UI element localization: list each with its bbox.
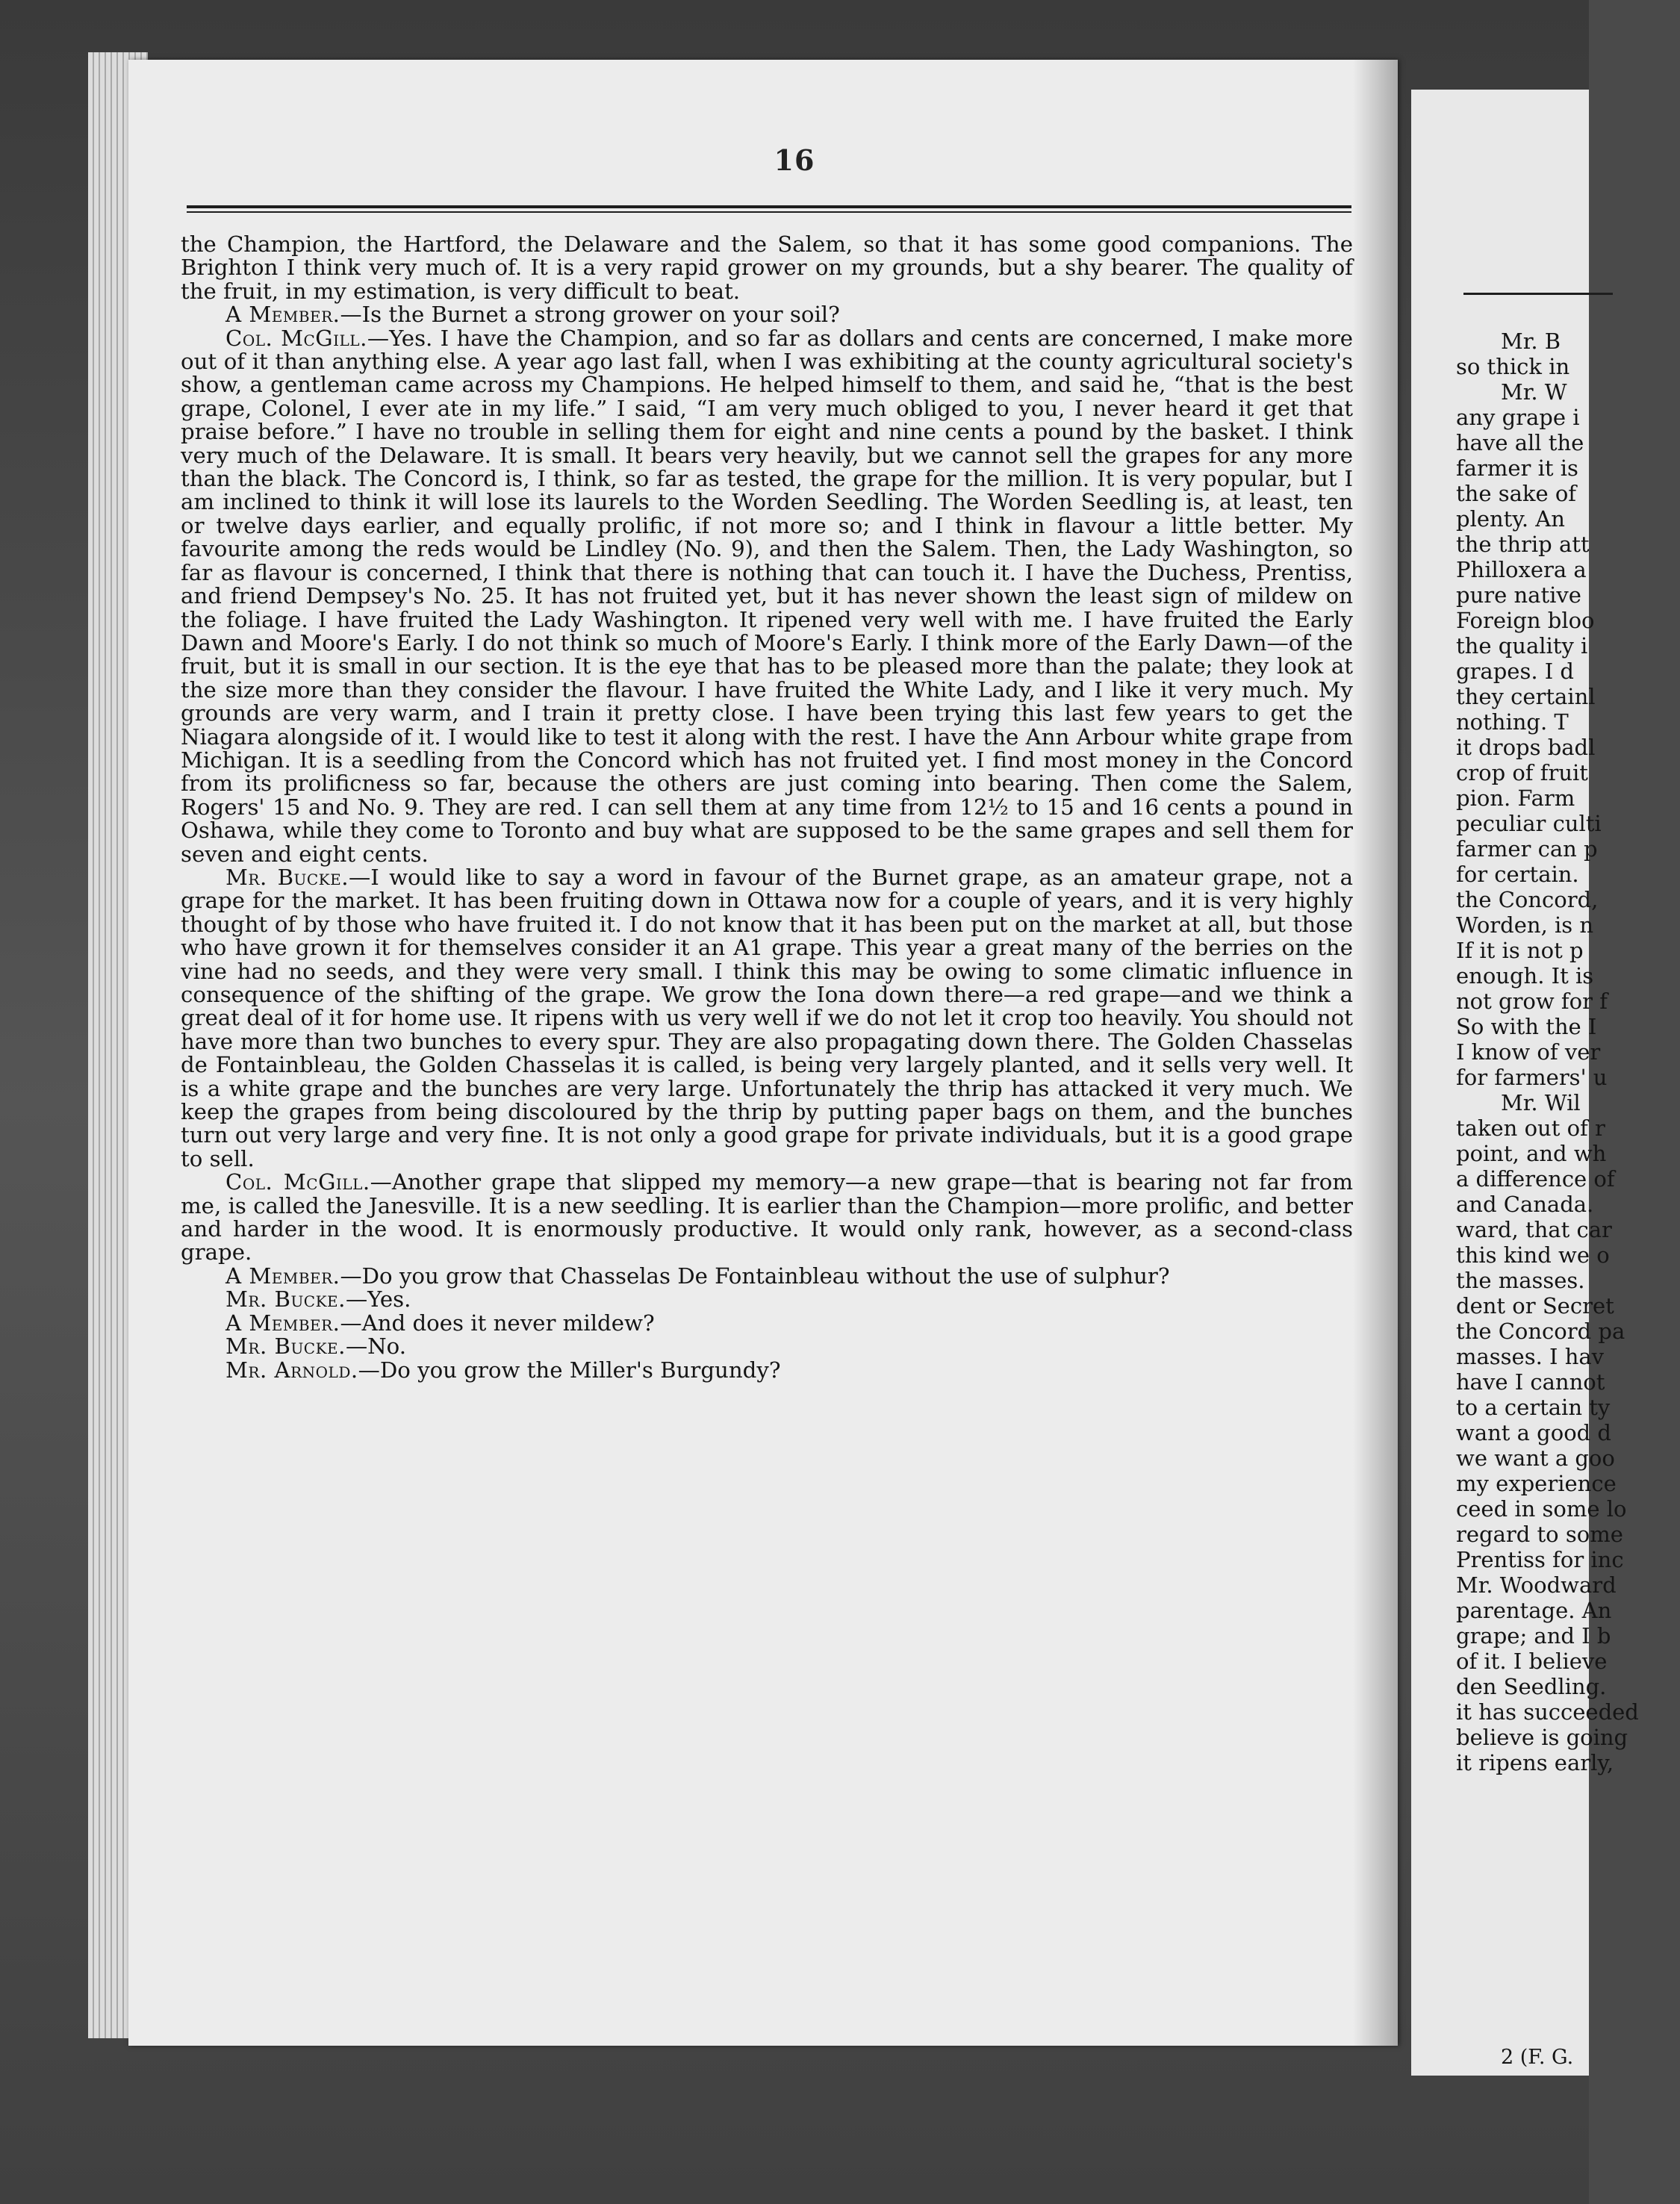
adjacent-page-line: for farmers' u: [1456, 1065, 1608, 1090]
speaker-name: Mr. Arnold.: [225, 1357, 358, 1383]
adjacent-page-line: I know of ver: [1456, 1039, 1601, 1065]
adjacent-page-line: it ripens early,: [1456, 1750, 1614, 1775]
paragraph-text: —No.: [345, 1333, 407, 1360]
adjacent-page-line: Worden, is n: [1456, 912, 1594, 938]
paragraph: [181, 327, 1353, 866]
paragraph: [181, 303, 1353, 326]
adjacent-page-line: ward, that car: [1456, 1217, 1612, 1242]
adjacent-page-line: If it is not p: [1456, 938, 1584, 963]
adjacent-page-line: peculiar culti: [1456, 811, 1602, 836]
adjacent-page-line: Mr. B: [1501, 329, 1561, 354]
adjacent-page-footer: 2 (F. G.: [1501, 2046, 1574, 2069]
adjacent-page-line: and Canada.: [1456, 1192, 1594, 1217]
page-number: 16: [774, 143, 815, 177]
adjacent-page-line: this kind we o: [1456, 1242, 1610, 1268]
adjacent-page-line: pure native: [1456, 582, 1581, 608]
adjacent-page-line: plenty. An: [1456, 506, 1565, 532]
paragraph-text: the Champion, the Hartford, the Delaware and the Salem, so that it has some good companions. The Brighton I think very much of. It is a very rapid grower on my grounds, but a shy bearer. The quality of the fruit, in my estimation, is very difficult to beat.: [181, 231, 1353, 304]
adjacent-page-line: of it. I believe: [1456, 1649, 1608, 1674]
adjacent-page-rule: [1463, 293, 1613, 295]
adjacent-page-line: the Concord,: [1456, 887, 1599, 912]
adjacent-page-line: a difference of: [1456, 1166, 1615, 1192]
adjacent-page-line: crop of fruit: [1456, 760, 1588, 785]
adjacent-page-line: have all the: [1456, 430, 1584, 455]
adjacent-page-line: taken out of r: [1456, 1115, 1605, 1141]
paragraph: [181, 233, 1353, 303]
speaker-name: A Member.: [225, 1263, 340, 1289]
adjacent-page-line: ceed in some lo: [1456, 1496, 1627, 1522]
adjacent-page-line: so thick in: [1456, 354, 1570, 379]
header-rule-thin: [187, 211, 1351, 213]
adjacent-page-line: grape; and I b: [1456, 1623, 1611, 1649]
adjacent-page-line: the quality i: [1456, 633, 1588, 659]
adjacent-page-line: Mr. W: [1501, 379, 1567, 405]
adjacent-page-line: for certain.: [1456, 862, 1579, 887]
page-gutter-shadow: [1353, 60, 1398, 2046]
speaker-name: Col. McGill.: [225, 1169, 370, 1195]
paragraph-text: —Another grape that slipped my memory—a new grape—that is bearing not far from me, is called the Janesville. It is a new seedling. It is earlier than the Champion—more prolific, and better and harder in the wood. It is enormously productive. It would only rank, however, as a second-class grape.: [181, 1169, 1354, 1266]
header-rule-thick: [187, 205, 1351, 208]
adjacent-page-line: Mr. Wil: [1501, 1090, 1581, 1115]
adjacent-page-text: [1456, 329, 1680, 1775]
paragraph: [181, 1288, 1353, 1311]
paragraph-text: —Do you grow that Chasselas De Fontainbleau without the use of sulphur?: [340, 1263, 1170, 1289]
speaker-name: Col. McGill.: [225, 325, 367, 351]
adjacent-page-line: my experience: [1456, 1471, 1617, 1496]
paragraph: [181, 1359, 1353, 1382]
adjacent-page-line: regard to some: [1456, 1522, 1623, 1547]
adjacent-page-line: we want a goo: [1456, 1445, 1615, 1471]
speaker-name: A Member.: [225, 302, 340, 328]
adjacent-page-line: pion. Farm: [1456, 785, 1575, 811]
adjacent-page-line: believe is going: [1456, 1725, 1628, 1750]
adjacent-page: [1411, 90, 1639, 2076]
paragraph-text: —Is the Burnet a strong grower on your soil?: [340, 302, 840, 328]
adjacent-page-line: it has succeeded: [1456, 1699, 1639, 1725]
adjacent-page-line: grapes. I d: [1456, 659, 1574, 684]
paragraph: [181, 1171, 1353, 1265]
adjacent-page-line: nothing. T: [1456, 709, 1569, 735]
paragraph-text: —Yes.: [345, 1286, 411, 1313]
speaker-name: Mr. Bucke.: [225, 864, 349, 890]
adjacent-page-line: the sake of: [1456, 481, 1577, 506]
adjacent-page-line: the Concord pa: [1456, 1319, 1625, 1344]
speaker-name: Mr. Bucke.: [225, 1286, 346, 1313]
adjacent-page-line: enough. It is: [1456, 963, 1594, 989]
speaker-name: A Member.: [225, 1310, 340, 1336]
paragraph: [181, 1335, 1353, 1358]
body-text: [181, 233, 1353, 1382]
adjacent-page-line: masses. I hav: [1456, 1344, 1605, 1369]
adjacent-page-line: the masses.: [1456, 1268, 1585, 1293]
adjacent-page-line: Prentiss for inc: [1456, 1547, 1624, 1572]
adjacent-page-line: farmer it is: [1456, 455, 1578, 481]
paragraph-text: —Do you grow the Miller's Burgundy?: [358, 1357, 781, 1383]
adjacent-page-line: Philloxera a: [1456, 557, 1587, 582]
adjacent-page-line: den Seedling.: [1456, 1674, 1607, 1699]
adjacent-page-line: to a certain ty: [1456, 1395, 1611, 1420]
paragraph-text: —Yes. I have the Champion, and so far as dollars and cents are concerned, I make more out of it than anything else. A year ago last fall, when I was exhibiting at the county agricultural society's show, a gentleman came across my Champions. He helped himself to them, and said he, “that is the best grape, Colonel, I ever ate in my life.” I said, “I am very much obliged to you, I never heard it get that praise before.” I have no trouble in selling them for eight and nine cents a pound by the basket. I think very much of the Delaware. It is small. It bears very heavily, but we cannot sell the grapes for any more than the black. The Concord is, I think, so far as tested, the grape for the million. It is very popular, but I am inclined to think it will lose its laurels to the Worden Seedling. The Worden Seedling is, at least, ten or twelve days earlier, and equally prolific, if not more so; and I think in flavour a little better. My favourite among the reds would be Lindley (No. 9), and then the Salem. Then, the Lady Washington, so far as flavour is concerned, I think that there is nothing that can touch it. I have the Duchess, Prentiss, and friend Dempsey's No. 25. It has not fruited yet, but it has never shown the least sign of mildew on the foliage. I have fruited the Lady Washington. It ripened very well with me. I have fruited the Early Dawn and Moore's Early. I do not think so much of Moore's Early. I think more of the Early Dawn—of the fruit, but it is small in our section. It is the eye that has to be pleased more than the palate; they look at the size more than they consider the flavour. I have fruited the White Lady, and I like it very much. My grounds are very warm, and I train it pretty close. I have been trying this last few years to get the Niagara alongside of it. I would like to test it along with the rest. I have the Ann Arbour white grape from Michigan. It is a seedling from the Concord which has not fruited yet. I find most money in the Concord from its prolificness so far, because the others are just coming into bearing. Then come the Salem, Rogers' 15 and No. 9. They are red. I can sell them at any time from 12½ to 15 and 16 cents a pound in Oshawa, while they come to Toronto and buy what are supposed to be the same grapes and sell them for seven and eight cents.: [181, 325, 1354, 867]
adjacent-page-line: dent or Secret: [1456, 1293, 1614, 1319]
adjacent-page-line: Foreign bloo: [1456, 608, 1595, 633]
speaker-name: Mr. Bucke.: [225, 1333, 346, 1360]
adjacent-page-line: want a good d: [1456, 1420, 1611, 1445]
adjacent-page-line: point, and wh: [1456, 1141, 1607, 1166]
adjacent-page-line: parentage. An: [1456, 1598, 1612, 1623]
paragraph: [181, 1312, 1353, 1335]
adjacent-page-line: they certainl: [1456, 684, 1596, 709]
adjacent-page-line: the thrip att: [1456, 532, 1590, 557]
paragraph: [181, 866, 1353, 1171]
adjacent-page-line: not grow for f: [1456, 989, 1608, 1014]
paragraph-text: —And does it never mildew?: [340, 1310, 655, 1336]
adjacent-page-line: it drops badl: [1456, 735, 1596, 760]
paragraph: [181, 1265, 1353, 1288]
adjacent-page-line: farmer can p: [1456, 836, 1598, 862]
adjacent-page-line: have I cannot: [1456, 1369, 1605, 1395]
adjacent-page-line: Mr. Woodward: [1456, 1572, 1617, 1598]
adjacent-page-line: any grape i: [1456, 405, 1580, 430]
paragraph-text: —I would like to say a word in favour of the Burnet grape, as an amateur grape, not a grape for the market. It has been fruiting down in Ottawa now for a couple of years, and it is very highly thought of by those who have fruited it. I do not know that it has been put on the market at all, but those who have grown it for themselves consider it an A1 grape. This year a great many of the berries on the vine had no seeds, and they were very small. I think this may be owing to some climatic influence in consequence of the shifting of the grape. We grow the Iona down there—a red grape—and we think a great deal of it for home use. It ripens with us very well if we do not let it crop too heavily. You should not have more than two bunches to every spur. They are also propagating down there. The Golden Chasselas de Fontainbleau, the Golden Chasselas it is called, is being very largely planted, and it sells very well. It is a white grape and the bunches are very large. Unfortunately the thrip has attacked it very much. We keep the grapes from being discoloured by the thrip by putting paper bags on them, and the bunches turn out very large and very fine. It is not only a good grape for private individuals, but it is a good grape to sell.: [181, 864, 1353, 1171]
adjacent-page-line: So with the I: [1456, 1014, 1597, 1039]
